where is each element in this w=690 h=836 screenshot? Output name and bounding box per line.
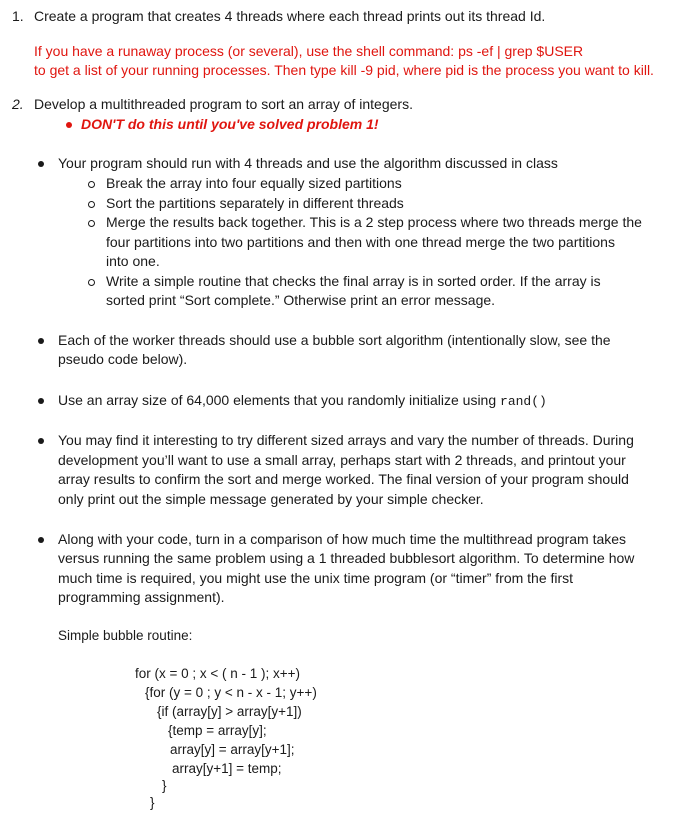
bullet-3-text: Use an array size of 64,000 elements that you randomly initialize using (58, 392, 501, 408)
sub-bullet-icon (88, 181, 95, 188)
runaway-note-line-1: If you have a runaway process (or several), use the shell command: ps -ef | grep $USER (34, 43, 584, 59)
sub-item-3-line-3: into one. (106, 253, 160, 269)
runaway-note-line-2: to get a list of your running processes. Then type kill -9 pid, where pid is the process you want to kill. (34, 62, 654, 78)
rand-code: rand() (500, 394, 547, 409)
bullet-2-line-2: pseudo code below). (58, 351, 188, 367)
problem-2-text: Develop a multithreaded program to sort an array of integers. (34, 96, 413, 112)
code-line: for (x = 0 ; x < ( n - 1 ); x++) (135, 666, 301, 681)
sub-bullet-icon (88, 220, 95, 227)
code-line: array[y+1] = temp; (172, 761, 282, 776)
problem-2-number: 2. (12, 96, 24, 112)
bullet-5-line-1: Along with your code, turn in a comparison of how much time the multithread program takes (58, 531, 627, 547)
warning-text: DON'T do this until you've solved problem 1! (81, 116, 379, 132)
bullet-icon (38, 398, 44, 404)
bullet-4-line-4: only print out the simple message generated by your simple checker. (58, 491, 484, 507)
bullet-icon (38, 161, 44, 167)
bullet-3-line (58, 391, 547, 411)
code-line: array[y] = array[y+1]; (170, 742, 295, 757)
sub-item-3-line-1: Merge the results back together. This is a 2 step process where two threads merge the (106, 214, 642, 230)
sub-bullet-icon (88, 201, 95, 208)
bullet-1-text: Your program should run with 4 threads and use the algorithm discussed in class (58, 155, 558, 171)
bullet-icon (38, 438, 44, 444)
code-line: } (162, 778, 167, 793)
code-line: } (150, 795, 155, 810)
sub-item-3-line-2: four partitions into two partitions and then with one thread merge the two partitions (106, 234, 615, 250)
bullet-5-line-2: versus running the same problem using a 1 threaded bubblesort algorithm. To determine how (58, 550, 635, 566)
sub-item-1: Break the array into four equally sized partitions (106, 175, 402, 191)
bullet-icon (38, 338, 44, 344)
warning-bullet-icon (66, 122, 72, 128)
code-line: {temp = array[y]; (168, 723, 267, 738)
code-line: {for (y = 0 ; y < n - x - 1; y++) (145, 685, 317, 700)
sub-item-2: Sort the partitions separately in different threads (106, 195, 404, 211)
bullet-4-line-1: You may find it interesting to try different sized arrays and vary the number of threads. During (58, 432, 634, 448)
bullet-4-line-2: development you’ll want to use a small array, perhaps start with 2 threads, and printout your (58, 452, 626, 468)
problem-1-text: Create a program that creates 4 threads where each thread prints out its thread Id. (34, 8, 546, 24)
bullet-5-line-4: programming assignment). (58, 589, 225, 605)
problem-1-number: 1. (12, 8, 24, 24)
bullet-4-line-3: array results to confirm the sort and merge worked. The final version of your program should (58, 471, 629, 487)
routine-title: Simple bubble routine: (58, 628, 193, 643)
bullet-5-line-3: much time is required, you might use the unix time program (or “timer” from the first (58, 570, 574, 586)
code-line: {if (array[y] > array[y+1]) (157, 704, 302, 719)
sub-item-4-line-1: Write a simple routine that checks the final array is in sorted order. If the array is (106, 273, 601, 289)
bullet-2-line-1: Each of the worker threads should use a bubble sort algorithm (intentionally slow, see the (58, 332, 611, 348)
sub-bullet-icon (88, 279, 95, 286)
sub-item-4-line-2: sorted print “Sort complete.” Otherwise print an error message. (106, 292, 496, 308)
bullet-icon (38, 537, 44, 543)
